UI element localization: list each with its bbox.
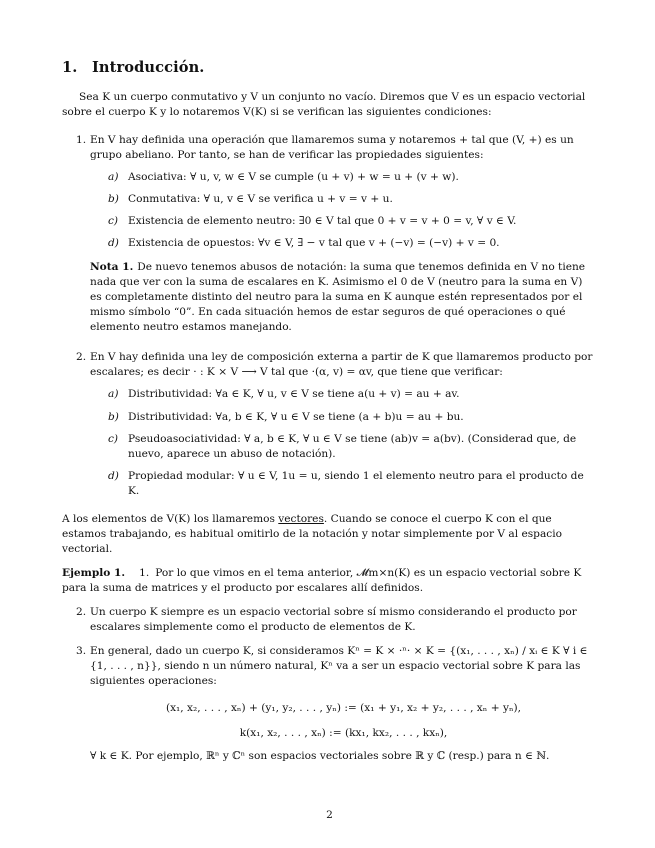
section-number: 1. bbox=[62, 59, 78, 76]
property-text: Distributividad: ∀a ∈ K, ∀ u, v ∈ V se tiene a(u + v) = au + av. bbox=[128, 388, 460, 401]
property-marker: a) bbox=[108, 388, 119, 401]
equation-scalar: k(x₁, x₂, . . . , xₙ) := (kx₁, kx₂, . . . , kxₙ), bbox=[239, 727, 448, 739]
vectors-text-after: . Cuando se conoce el cuerpo K con el que estamos trabajando, es habitual omitirlo de la notación y notar simplemente por V al espacio vectorial. bbox=[62, 512, 562, 555]
property-marker: b) bbox=[108, 193, 119, 206]
property-text: Existencia de elemento neutro: ∃0 ∈ V tal que 0 + v = v + 0 = v, ∀ v ∈ V. bbox=[128, 215, 517, 228]
condition-text: En V hay definida una operación que llamaremos suma y notaremos + tal que (V, +) es un grupo abeliano. Por tanto, se han de verificar las propiedades siguientes: bbox=[90, 134, 574, 162]
property-text: Propiedad modular: ∀ u ∈ V, 1u = u, siendo 1 el elemento neutro para el producto de K. bbox=[128, 469, 584, 497]
example-line bbox=[62, 566, 597, 596]
section-title bbox=[62, 58, 204, 79]
example-marker: 1. bbox=[139, 566, 150, 579]
property-text: Existencia de opuestos: ∀v ∈ V, ∃ − v tal que v + (−v) = (−v) + v = 0. bbox=[128, 237, 500, 250]
property-marker: d) bbox=[108, 469, 119, 482]
condition-text: En V hay definida una ley de composición externa a partir de K que llamaremos producto por escalares; es decir · : K × V ⟶ V tal que ·(α, v) = αv, que tiene que verificar: bbox=[90, 351, 593, 379]
condition-marker: 1. bbox=[76, 134, 87, 147]
property-item bbox=[90, 192, 597, 207]
intro-paragraph: Sea K un cuerpo conmutativo y V un conjunto no vacío. Diremos que V es un espacio vectorial sobre el cuerpo K y lo notaremos V(K) si se verifican las siguientes condiciones: bbox=[62, 91, 586, 119]
property-marker: b) bbox=[108, 410, 119, 423]
example-block bbox=[62, 566, 597, 764]
property-item bbox=[90, 236, 597, 251]
property-item bbox=[90, 214, 597, 229]
property-item bbox=[90, 410, 597, 425]
condition-2 bbox=[62, 350, 597, 498]
example-marker: 2. bbox=[76, 605, 87, 618]
property-text: Distributividad: ∀a, b ∈ K, ∀ u ∈ V se tiene (a + b)u = au + bu. bbox=[128, 410, 464, 423]
property-item bbox=[90, 432, 597, 462]
example-item-3 bbox=[62, 644, 597, 764]
note-label: Nota 1. bbox=[90, 261, 134, 274]
property-text: Pseudoasociatividad: ∀ a, b ∈ K, ∀ u ∈ V se tiene (ab)v = a(bv). (Considerad que, de nuevo, aparece un abuso de notación). bbox=[128, 432, 577, 460]
property-marker: c) bbox=[108, 432, 119, 445]
note-text: De nuevo tenemos abusos de notación: la suma que tenemos definida en V no tiene nada que ver con la suma de escalares en K. Asimismo el 0 de V (neutro para la suma en V) es completamente distinto del neutro para la suma en K aunque estén representados por el mismo símbolo “0”. En cada situación hemos de estar seguros de qué operaciones o qué elemento neutro estamos manejando. bbox=[90, 261, 586, 334]
property-marker: c) bbox=[108, 215, 119, 228]
section-title-text: Introducción. bbox=[92, 59, 205, 76]
example-closing: ∀ k ∈ K. Por ejemplo, ℝⁿ y ℂⁿ son espacios vectoriales sobre ℝ y ℂ (resp.) para n ∈ ℕ. bbox=[90, 750, 550, 763]
condition-1 bbox=[62, 133, 597, 335]
property-item bbox=[90, 170, 597, 185]
example-text: En general, dado un cuerpo K, si consideramos Kⁿ = K × ·ⁿ· × K = {(x₁, . . . , xₙ) / xᵢ ∈ K ∀ i ∈ {1, . . . , n}}, siendo n un número natural, Kⁿ va a ser un espacio vectorial sobre K para las siguientes operaciones: bbox=[90, 644, 588, 687]
example-item-1 bbox=[62, 566, 597, 596]
condition-marker: 2. bbox=[76, 351, 87, 364]
equation-sum: (x₁, x₂, . . . , xₙ) + (y₁, y₂, . . . , yₙ) := (x₁ + y₁, x₂ + y₂, . . . , xₙ + yₙ), bbox=[165, 701, 522, 714]
example-label: Ejemplo 1. bbox=[62, 566, 126, 579]
vectors-text-before: A los elementos de V(K) los llamaremos bbox=[62, 512, 279, 525]
content bbox=[62, 90, 597, 764]
property-marker: a) bbox=[108, 171, 119, 184]
example-item-2 bbox=[62, 605, 597, 635]
example-text: Por lo que vimos en el tema anterior, 𝓜m×n(K) es un espacio vectorial sobre K para la suma de matrices y el producto por escalares allí definidos. bbox=[62, 566, 582, 594]
example-marker: 3. bbox=[76, 644, 87, 657]
page-number: 2 bbox=[326, 809, 333, 821]
property-item bbox=[90, 387, 597, 402]
property-marker: d) bbox=[108, 237, 119, 250]
property-text: Conmutativa: ∀ u, v ∈ V se verifica u + v = v + u. bbox=[128, 193, 393, 206]
property-item bbox=[90, 469, 597, 499]
vectors-paragraph bbox=[62, 512, 597, 557]
note-paragraph bbox=[90, 260, 597, 335]
example-text: Un cuerpo K siempre es un espacio vectorial sobre sí mismo considerando el producto por escalares simplemente como el producto de elementos de K. bbox=[90, 605, 577, 633]
property-text: Asociativa: ∀ u, v, w ∈ V se cumple (u + v) + w = u + (v + w). bbox=[128, 171, 459, 184]
vectors-term: vectores bbox=[278, 512, 324, 525]
